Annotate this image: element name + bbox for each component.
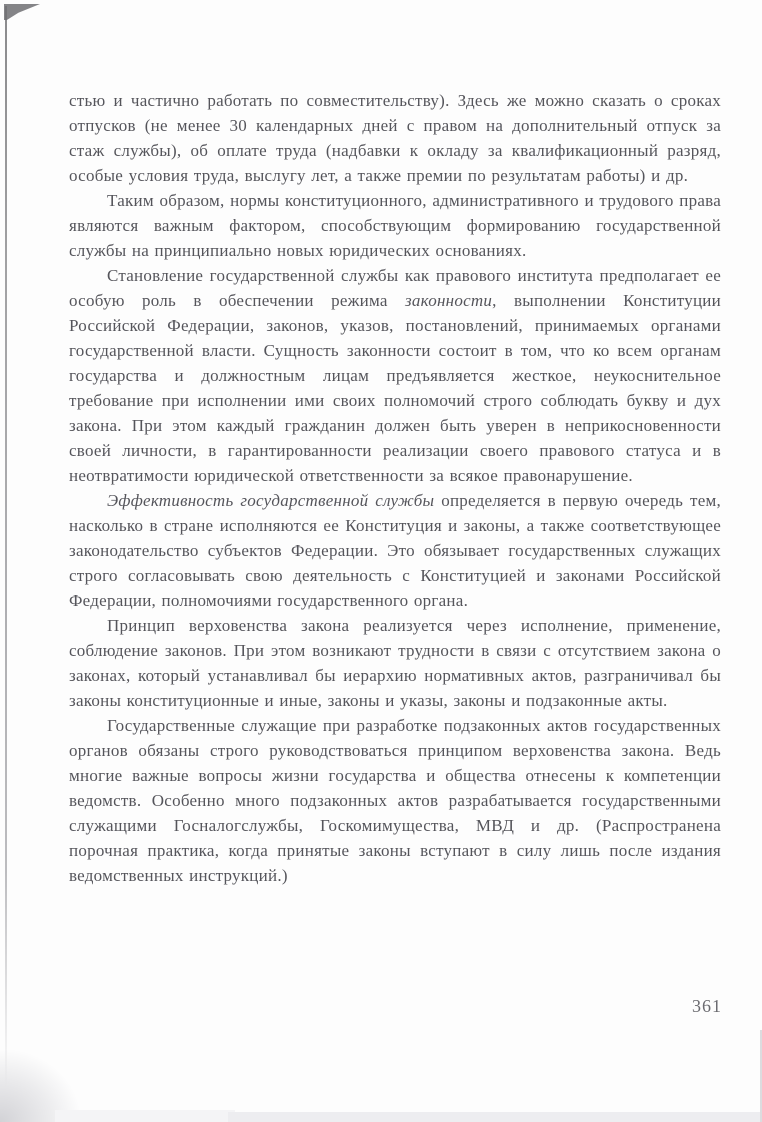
paragraph (69, 713, 721, 888)
text-column (69, 88, 721, 888)
scan-corner-artifact (4, 4, 40, 20)
text-run: , выполнении Конституции Российской Федерации, законов, указов, постановлений, принимаемых органами государственной власти. Сущность законности состоит в том, что ко всем органам государства и должностным лицам предъявляется жесткое, неукоснительное требование при исполнении ими своих полномочий строго соблюдать букву и дух закона. При этом каждый гражданин должен быть уверен в неприкосновенности своей личности, в гарантированности реализации своего правового статуса и в неотвратимости юридической ответственности за всякое правонарушение. (69, 291, 721, 485)
text-run: определяется в первую очередь тем, насколько в стране исполняются ее Конституция и законы, а также соответствующее законодательство субъектов Федерации. Это обязывает государственных служащих строго согласовывать свою деятельность с Конституцией и законами Российской Федерации, полномочиями государственного органа. (69, 491, 721, 610)
scan-bottom-strip (228, 1112, 762, 1122)
paragraph (69, 263, 721, 488)
paragraph (69, 613, 721, 713)
paragraph (69, 88, 721, 188)
text-run: Становление государственной службы как правового института предполагает ее особую роль в обеспечении режима (69, 266, 721, 310)
italic-text-run: законности (405, 291, 493, 310)
text-run: Государственные служащие при разработке подзаконных актов государственных органов обязаны строго руководствоваться принципом верховенства закона. Ведь многие важные вопросы жизни государства и общества отнесены к компетенции ведомств. Особенно много подзаконных актов разрабатывается государственными служащими Госналогслужбы, Госкомимущества, МВД и др. (Распространена порочная практика, когда принятые законы вступают в силу лишь после издания ведомственных инструкций.) (69, 716, 721, 885)
text-run: Таким образом, нормы конституционного, административного и трудового права являются важным фактором, способствующим формированию государственной службы на принципиально новых юридических основаниях. (69, 191, 721, 260)
paragraph (69, 488, 721, 613)
italic-text-run: Эффективность государственной службы (107, 491, 435, 510)
text-run: Принцип верховенства закона реализуется через исполнение, применение, соблюдение законов. При этом возникают трудности в связи с отсутствием закона о законах, который устанавливал бы иерархию нормативных актов, разграничивал бы законы конституционные и иные, законы и указы, законы и подзаконные акты. (69, 616, 721, 710)
text-run: стью и частично работать по совместительству). Здесь же можно сказать о сроках отпусков (не менее 30 календарных дней с правом на дополнительный отпуск за стаж службы), об оплате труда (надбавки к окладу за квалификационный разряд, особые условия труда, выслугу лет, а также премии по результатам работы) и др. (69, 91, 721, 185)
paragraph (69, 188, 721, 263)
scan-edge-line (5, 6, 7, 1088)
scan-bottom-strip-light (55, 1110, 235, 1122)
page-number: 361 (692, 996, 722, 1016)
